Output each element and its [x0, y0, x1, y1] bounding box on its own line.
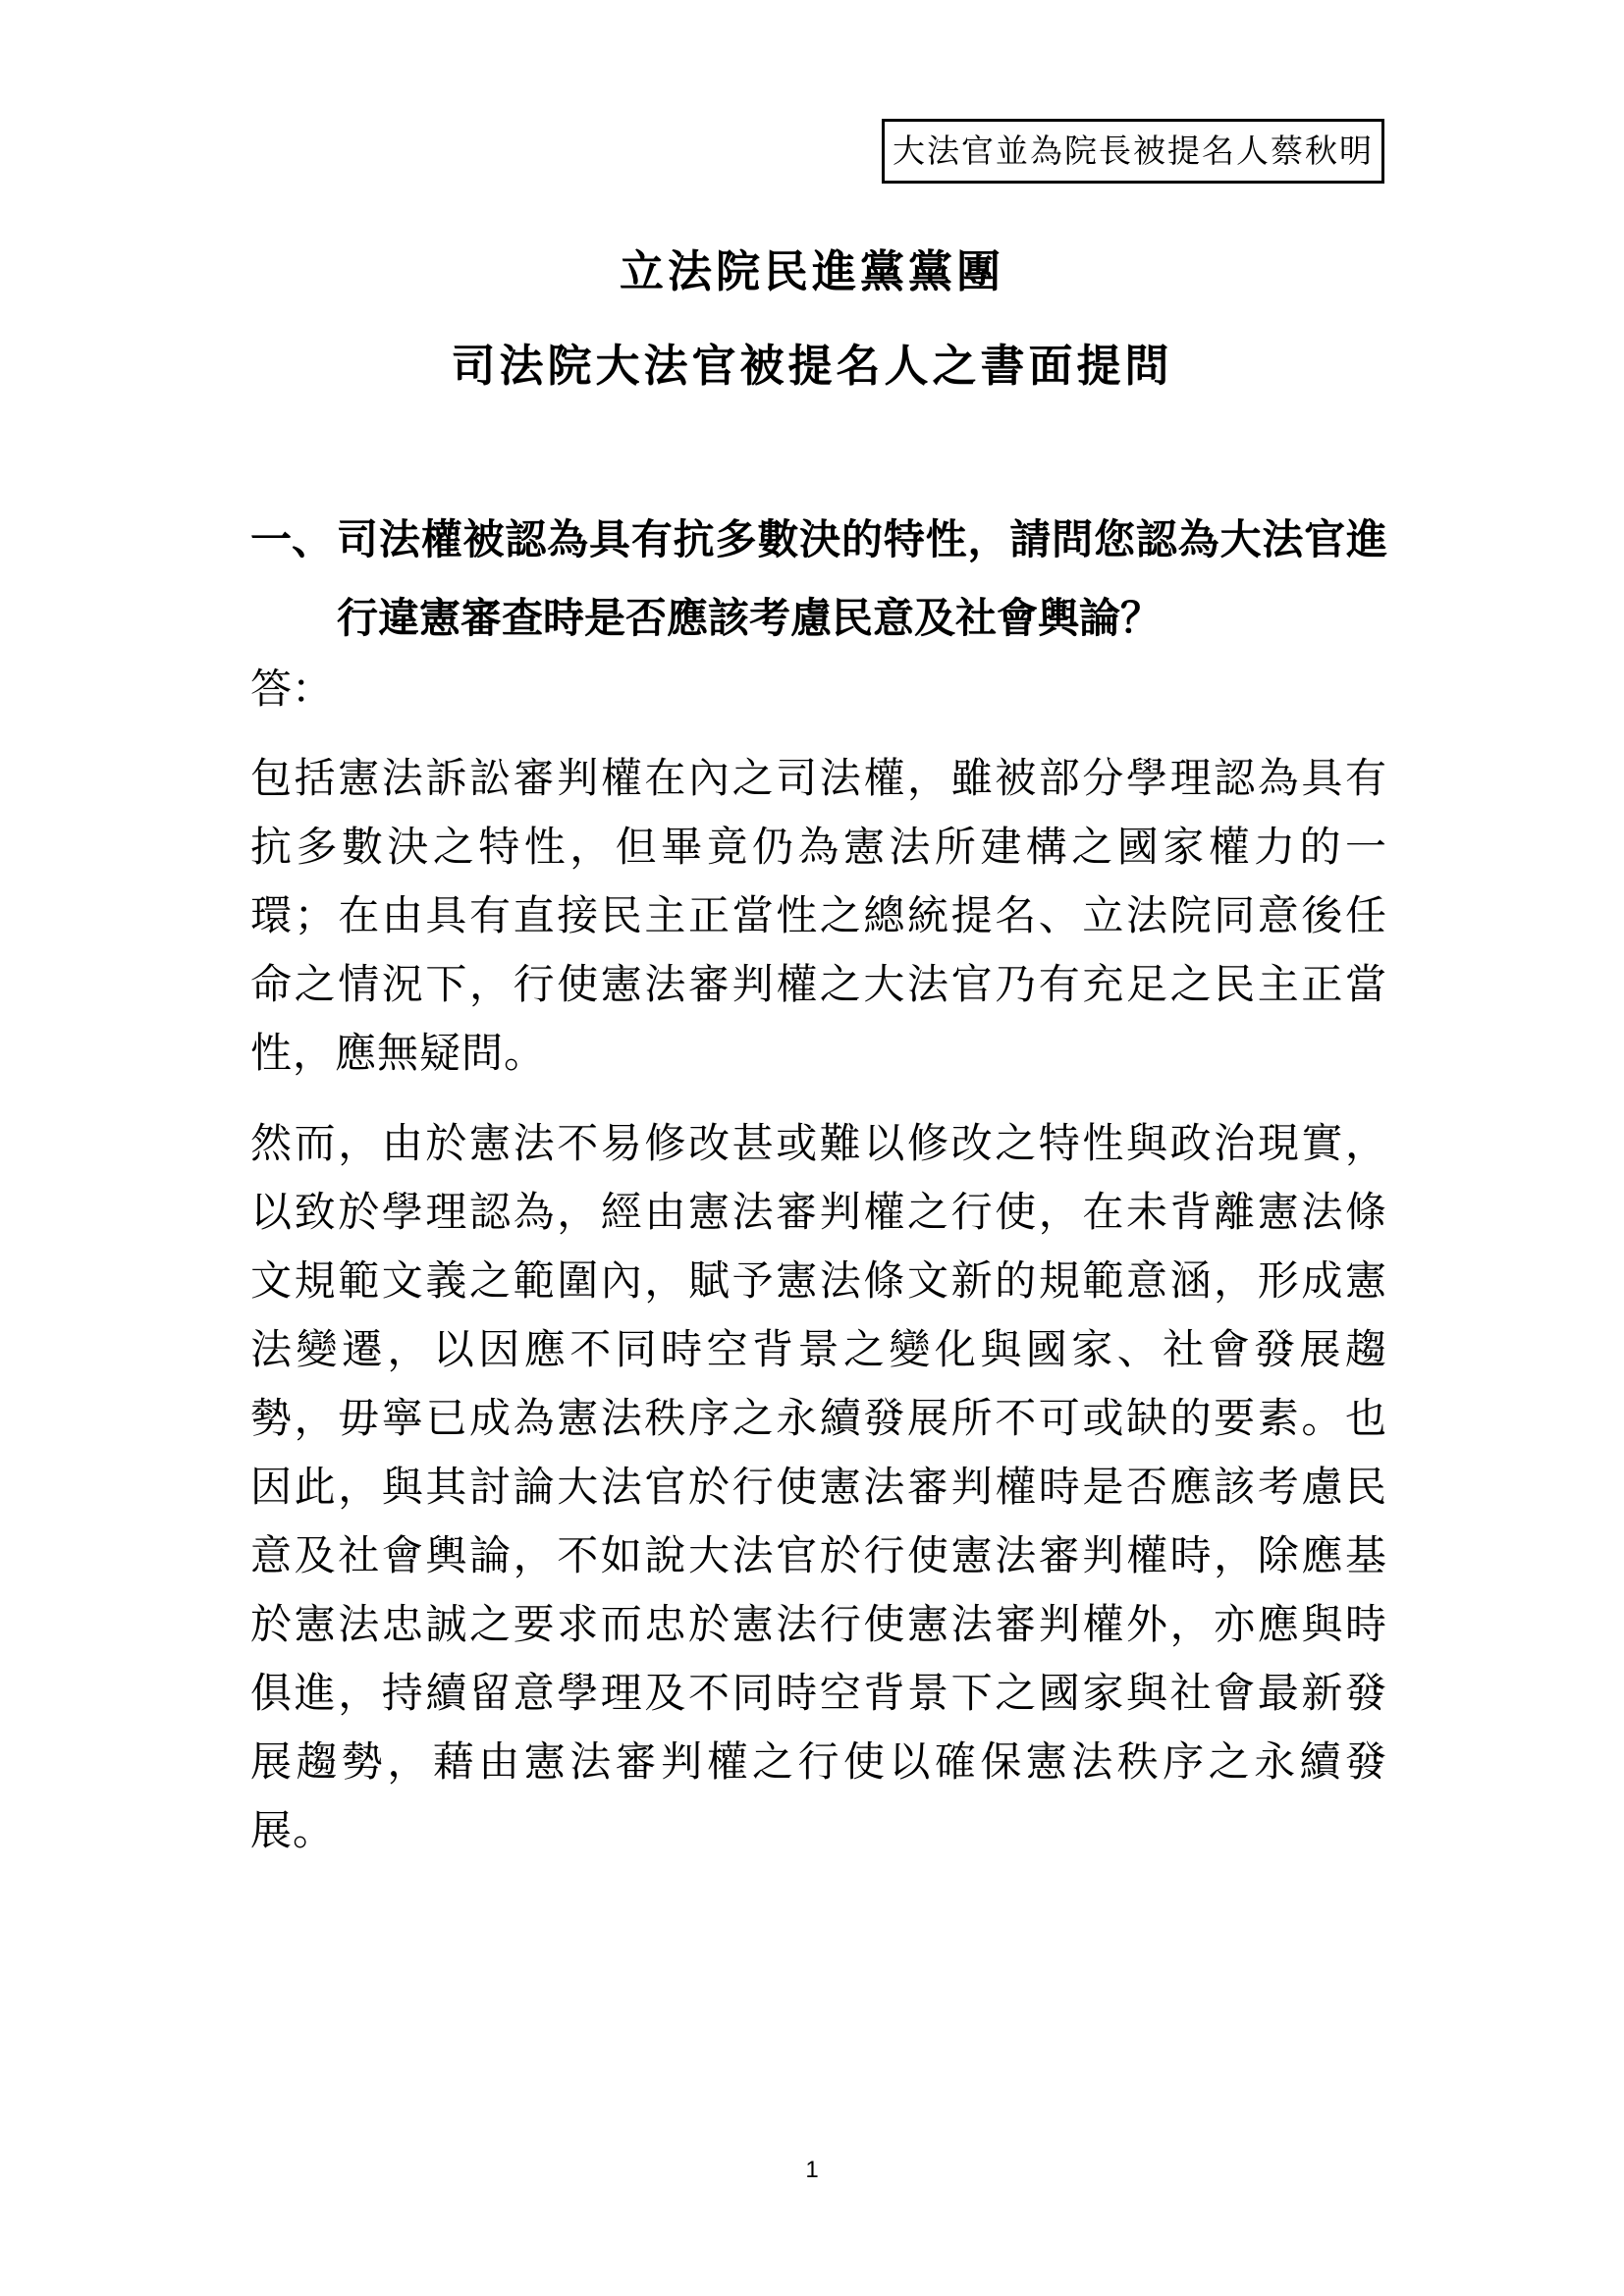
document-title: 司法院大法官被提名人之書面提問 — [451, 340, 1173, 392]
question-block — [250, 501, 1387, 658]
answer-label: 答： — [250, 665, 334, 713]
caucus-title: 立法院民進黨黨團 — [619, 245, 1004, 297]
answer-body — [250, 744, 1387, 1887]
answer-paragraph: 然而，由於憲法不易修改甚或難以修改之特性與政治現實，以致於學理認為，經由憲法審判權之行使，在未背離憲法條文規範文義之範圍內，賦予憲法條文新的規範意涵，形成憲法變遷，以因應不同時空背景之變化與國家、社會發展趨勢，毋寧已成為憲法秩序之永續發展所不可或缺的要素。也因此，與其討論大法官於行使憲法審判權時是否應該考慮民意及社會輿論，不如說大法官於行使憲法審判權時，除應基於憲法忠誠之要求而忠於憲法行使憲法審判權外，亦應與時俱進，持續留意學理及不同時空背景下之國家與社會最新發展趨勢，藉由憲法審判權之行使以確保憲法秩序之永續發展。 — [250, 1119, 1387, 1854]
answer-paragraph: 包括憲法訴訟審判權在內之司法權，雖被部分學理認為具有抗多數決之特性，但畢竟仍為憲法所建構之國家權力的一環；在由具有直接民主正當性之總統提名、立法院同意後任命之情況下，行使憲法審判權之大法官乃有充足之民主正當性，應無疑問。 — [250, 754, 1387, 1077]
question-text: 司法權被認為具有抗多數決的特性，請問您認為大法官進行違憲審查時是否應該考慮民意及社會輿論？ — [337, 515, 1387, 642]
nominee-label-box: 大法官並為院長被提名人蔡秋明 — [882, 119, 1384, 184]
question-number: 一、 — [250, 515, 334, 563]
page-number: 1 — [805, 2157, 819, 2183]
